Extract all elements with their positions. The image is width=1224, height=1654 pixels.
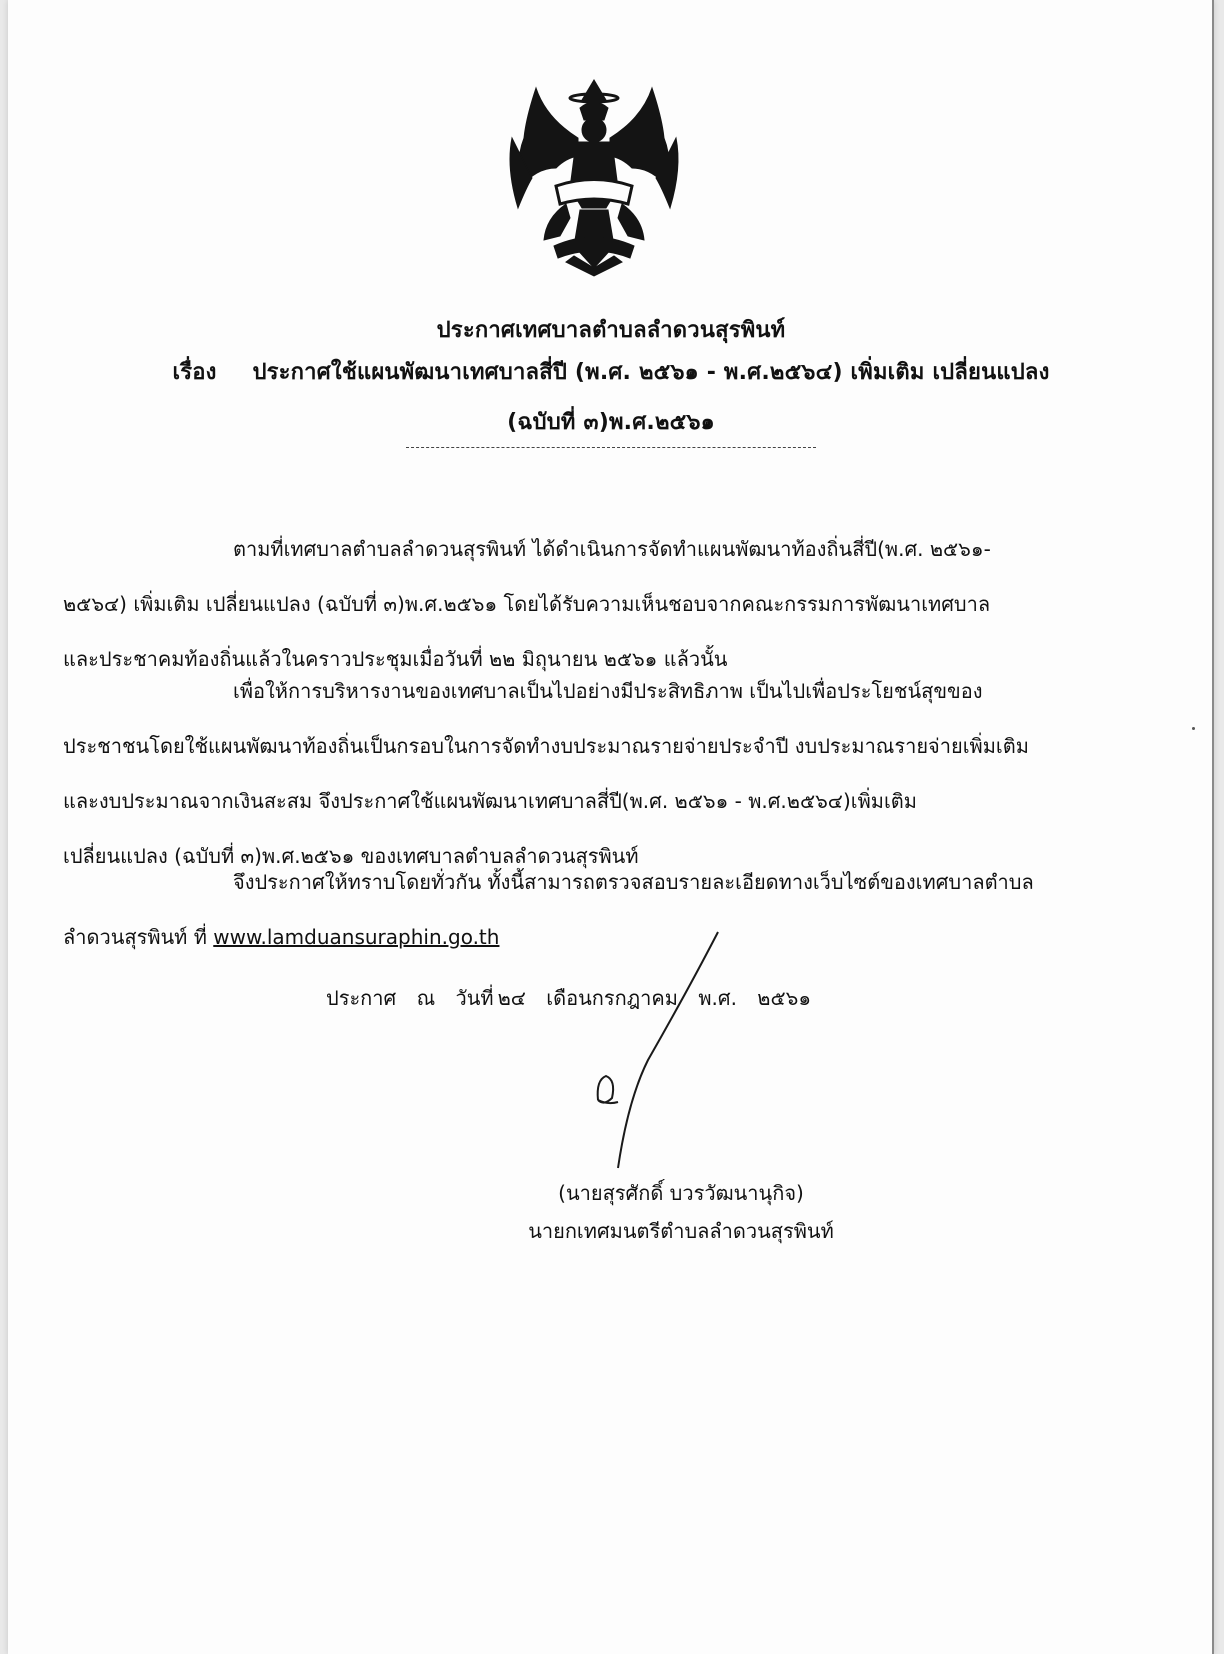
year-value: ๒๕๖๑ [757, 986, 812, 1010]
at-label: ณ [416, 986, 436, 1010]
paragraph-2-line: เพื่อให้การบริหารงานของเทศบาลเป็นไปอย่างมีประสิทธิภาพ เป็นไปเพื่อประโยชน์สุขของ [233, 679, 983, 703]
paragraph-1-line: ๒๕๖๔) เพิ่มเติม เปลี่ยนแปลง (ฉบับที่ ๓)พ.ศ.๒๕๖๑ โดยได้รับความเห็นชอบจากคณะกรรมการพัฒนาเทศบาล [63, 592, 991, 616]
subject-text: ประกาศใช้แผนพัฒนาเทศบาลสี่ปี (พ.ศ. ๒๕๖๑ - พ.ศ.๒๕๖๔) เพิ่มเติม เปลี่ยนแปลง [252, 360, 1050, 385]
paragraph-1-line: ตามที่เทศบาลตำบลลำดวนสุรพินท์ ได้ดำเนินการจัดทำแผนพัฒนาท้องถิ่นสี่ปี(พ.ศ. ๒๕๖๑- [233, 537, 991, 561]
garuda-emblem-icon [496, 78, 692, 278]
announcement-title: ประกาศเทศบาลตำบลลำดวนสุรพินท์ [436, 318, 786, 343]
title-divider [406, 447, 816, 448]
day-value: ๒๔ [497, 986, 526, 1010]
page-edge-shadow [1212, 0, 1214, 1654]
paragraph-2-line: ประชาชนโดยใช้แผนพัฒนาท้องถิ่นเป็นกรอบในการจัดทำงบประมาณรายจ่ายประจำปี งบประมาณรายจ่ายเพิ่มเติม [63, 734, 1029, 758]
year-label: พ.ศ. [698, 986, 737, 1010]
announce-label: ประกาศ [326, 986, 397, 1010]
handwritten-signature [588, 930, 748, 1170]
signer-position: นายกเทศมนตรีตำบลลำดวนสุรพินท์ [528, 1219, 834, 1243]
announcement-date [326, 982, 825, 1014]
website-link[interactable]: www.lamduansuraphin.go.th [213, 925, 500, 949]
month-value: เดือนกรกฎาคม [546, 986, 678, 1010]
subject-line-2: (ฉบับที่ ๓)พ.ศ.๒๕๖๑ [507, 410, 715, 435]
signer-name: (นายสุรศักดิ์ บวรวัฒนานุกิจ) [558, 1181, 804, 1205]
scan-speck [1192, 727, 1195, 730]
subject-line [8, 354, 1214, 389]
paragraph-3-line: จึงประกาศให้ทราบโดยทั่วกัน ทั้งนี้สามารถตรวจสอบรายละเอียดทางเว็บไซต์ของเทศบาลตำบล [233, 870, 1034, 894]
paragraph-1-line: และประชาคมท้องถิ่นแล้วในคราวประชุมเมื่อวันที่ ๒๒ มิถุนายน ๒๕๖๑ แล้วนั้น [63, 647, 728, 671]
paragraph-2-line: เปลี่ยนแปลง (ฉบับที่ ๓)พ.ศ.๒๕๖๑ ของเทศบาลตำบลลำดวนสุรพินท์ [63, 844, 639, 868]
paragraph-2-line: และงบประมาณจากเงินสะสม จึงประกาศใช้แผนพัฒนาเทศบาลสี่ปี(พ.ศ. ๒๕๖๑ - พ.ศ.๒๕๖๔)เพิ่มเติม [63, 789, 917, 813]
paragraph-2 [63, 664, 1173, 884]
subject-label: เรื่อง [172, 360, 217, 385]
document-page [8, 0, 1214, 1654]
paragraph-1 [63, 522, 1173, 687]
website-prefix: ลำดวนสุรพินท์ ที่ [63, 925, 214, 949]
day-label: วันที่ [455, 986, 494, 1010]
